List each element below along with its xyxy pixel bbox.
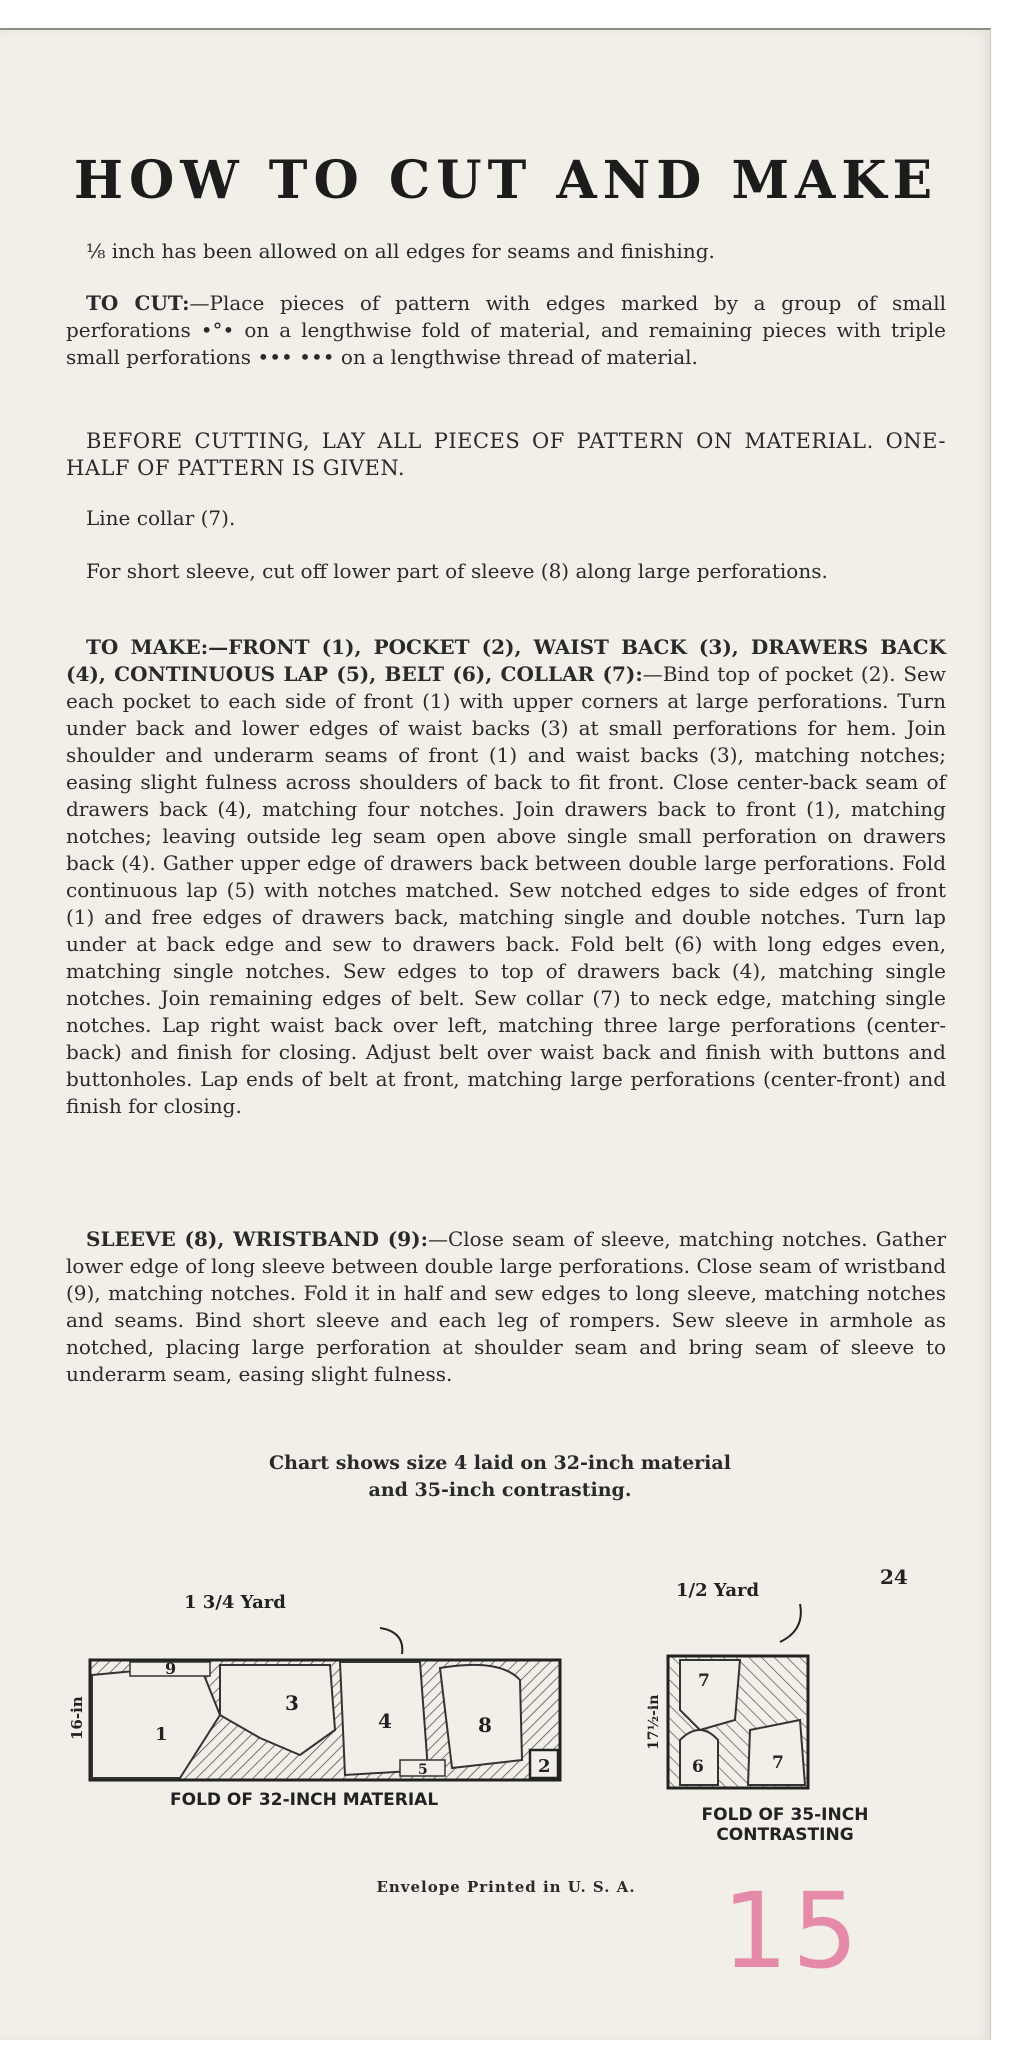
seam-allowance-note: ⅛ inch has been allowed on all edges for seams and finishing. [86,239,715,263]
left-width-label: 16-in [68,1696,86,1740]
piece-label-4: 4 [378,1709,392,1733]
left-yardage-label: 1 3/4 Yard [184,1592,286,1613]
to-cut-body-3: on a lengthwise thread of material. [334,345,698,369]
piece-7a-shape [680,1660,740,1730]
piece-label-6: 6 [692,1757,704,1777]
piece-label-9: 9 [165,1659,177,1678]
right-fold-label-line-2: CONTRASTING [716,1825,854,1845]
chart-caption-line-1: Chart shows size 4 laid on 32-inch material [269,1452,731,1474]
to-make-body: —Bind top of pocket (2). Sew each pocket to each side of front (1) with upper corners at large perforations. Turn under back and lower edges of waist backs (3) at small perforations for hem. Join shoulder and underarm seams of front (1) and waist backs (3), matching notches; easing slight fulness across shoulders of back to fit front. Close center-back seam of drawers back (4), matching four notches. Join drawers back to front (1), matching notches; leaving outside leg seam open above single small perforation on drawers back (4). Gather upper edge of drawers back between double large perforations. Fold continuous lap (5) with notches matched. Sew notched edges to side edges of front (1) and free edges of drawers back, matching single and double notches. Turn lap under at back edge and sew to drawers back. Fold belt (6) with long edges even, matching single notches. Sew edges to top of drawers back (4), matching single notches. Join remaining edges of belt. Sew collar (7) to neck edge, matching single notches. Lap right waist back over left, matching three large perforations (center-back) and finish for closing. Adjust belt over waist back and finish with buttons and buttonholes. Lap ends of belt at front, matching large perforations (center-front) and finish for closing. [66,662,946,1118]
chart-caption [170,1450,830,1504]
left-cutting-layout [60,1620,590,1800]
left-yard-arrow [380,1628,402,1654]
piece-label-8: 8 [478,1713,492,1737]
page-number: 24 [880,1565,908,1589]
perforation-triple-symbol: ••• ••• [257,345,335,369]
sleeve-body: —Close seam of sleeve, matching notches. Gather lower edge of long sleeve between double large perforations. Close seam of wristband (9), matching notches. Fold it in half and sew edges to long sleeve, matching notches and seams. Bind short sleeve and each leg of rompers. Sew sleeve in armhole as notched, placing large perforation at shoulder seam and bring seam of sleeve to underarm seam, easing slight fulness. [66,1227,947,1386]
to-make-paragraph [66,634,946,1120]
to-make-heading: TO MAKE:—FRONT (1), POCKET (2), WAIST BACK (3), DRAWERS BACK (4), CONTINUOUS LAP (5), BELT (6), COLLAR (7): [66,635,946,686]
sleeve-heading: SLEEVE (8), WRISTBAND (9): [86,1227,428,1251]
sleeve-paragraph [66,1226,946,1388]
to-cut-body-1: —Place pieces of pattern with edges marked by a group of small perforations [66,291,946,342]
to-cut-paragraph [66,290,946,371]
to-cut-body-2: on a lengthwise fold of material, and remaining pieces with triple small perforations [66,318,946,369]
before-cutting-paragraph: BEFORE CUTTING, LAY ALL PIECES OF PATTERN ON MATERIAL. ONE-HALF OF PATTERN IS GIVEN. [66,429,946,480]
right-yard-arrow [780,1604,801,1642]
right-fold-label [690,1805,880,1845]
piece-label-1: 1 [155,1724,168,1745]
to-cut-heading: TO CUT: [86,291,190,315]
stamp-number: 15 [722,1870,863,1992]
left-fold-label: FOLD OF 32-INCH MATERIAL [170,1790,439,1810]
piece-label-3: 3 [285,1691,299,1715]
perforation-group-symbol: •°• [200,318,235,342]
short-sleeve-note: For short sleeve, cut off lower part of sleeve (8) along large perforations. [86,559,828,583]
piece-label-5: 5 [418,1762,428,1778]
chart-caption-line-2: and 35-inch contrasting. [368,1479,632,1501]
piece-label-2: 2 [538,1756,551,1777]
piece-label-7b: 7 [772,1753,784,1773]
right-yardage-label: 1/2 Yard [676,1580,760,1601]
right-fold-label-line-1: FOLD OF 35-INCH [701,1805,869,1825]
piece-label-7a: 7 [698,1671,710,1691]
line-collar-note: Line collar (7). [86,506,236,530]
printed-in-note: Envelope Printed in U. S. A. [376,1878,636,1896]
page-title: HOW TO CUT AND MAKE [73,150,939,211]
right-cutting-layout [640,1600,870,1800]
right-width-label: 17½-in [646,1694,662,1750]
